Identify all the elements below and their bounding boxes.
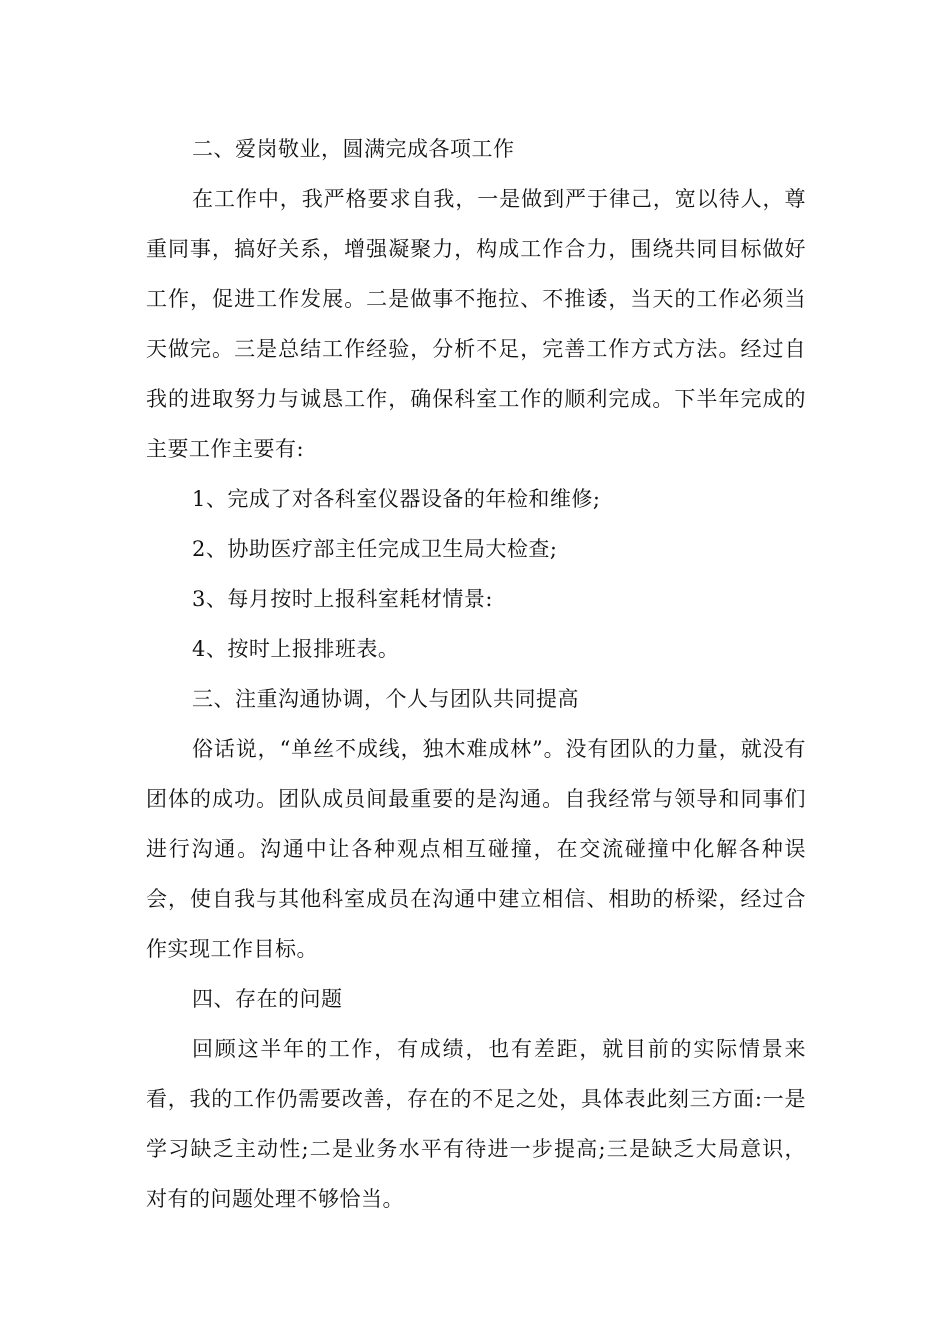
section-4-heading: 四、存在的问题 [192, 987, 343, 1011]
section-3-heading: 三、注重沟通协调，个人与团队共同提高 [192, 687, 579, 711]
list-item-4: 4、按时上报排班表。 [192, 637, 400, 661]
section-3-paragraph: 俗话说，“单丝不成线，独木难成林”。没有团队的力量，就没有团体的成功。团队成员间最重要的是沟通。自我经常与领导和同事们进行沟通。沟通中让各种观点相互碰撞，在交流碰撞中化解各种误会，使自我与其他科室成员在沟通中建立相信、相助的桥梁，经过合作实现工作目标。 [146, 737, 806, 961]
list-item-2: 2、协助医疗部主任完成卫生局大检查; [192, 537, 558, 561]
section-2-paragraph: 在工作中，我严格要求自我，一是做到严于律己，宽以待人，尊重同事，搞好关系，增强凝聚力，构成工作合力，围绕共同目标做好工作，促进工作发展。二是做事不拖拉、不推诿，当天的工作必须当天做完。三是总结工作经验，分析不足，完善工作方式方法。经过自我的进取努力与诚恳工作，确保科室工作的顺利完成。下半年完成的主要工作主要有: [146, 187, 806, 461]
section-2-heading: 二、爱岗敬业，圆满完成各项工作 [192, 137, 515, 161]
document-body [146, 124, 806, 1224]
list-item-1: 1、完成了对各科室仪器设备的年检和维修; [192, 487, 601, 511]
section-4-paragraph: 回顾这半年的工作，有成绩，也有差距，就目前的实际情景来看，我的工作仍需要改善，存在的不足之处，具体表此刻三方面:一是学习缺乏主动性;二是业务水平有待进一步提高;三是缺乏大局意识，对有的问题处理不够恰当。 [146, 1037, 806, 1211]
list-item-3: 3、每月按时上报科室耗材情景: [192, 587, 493, 611]
